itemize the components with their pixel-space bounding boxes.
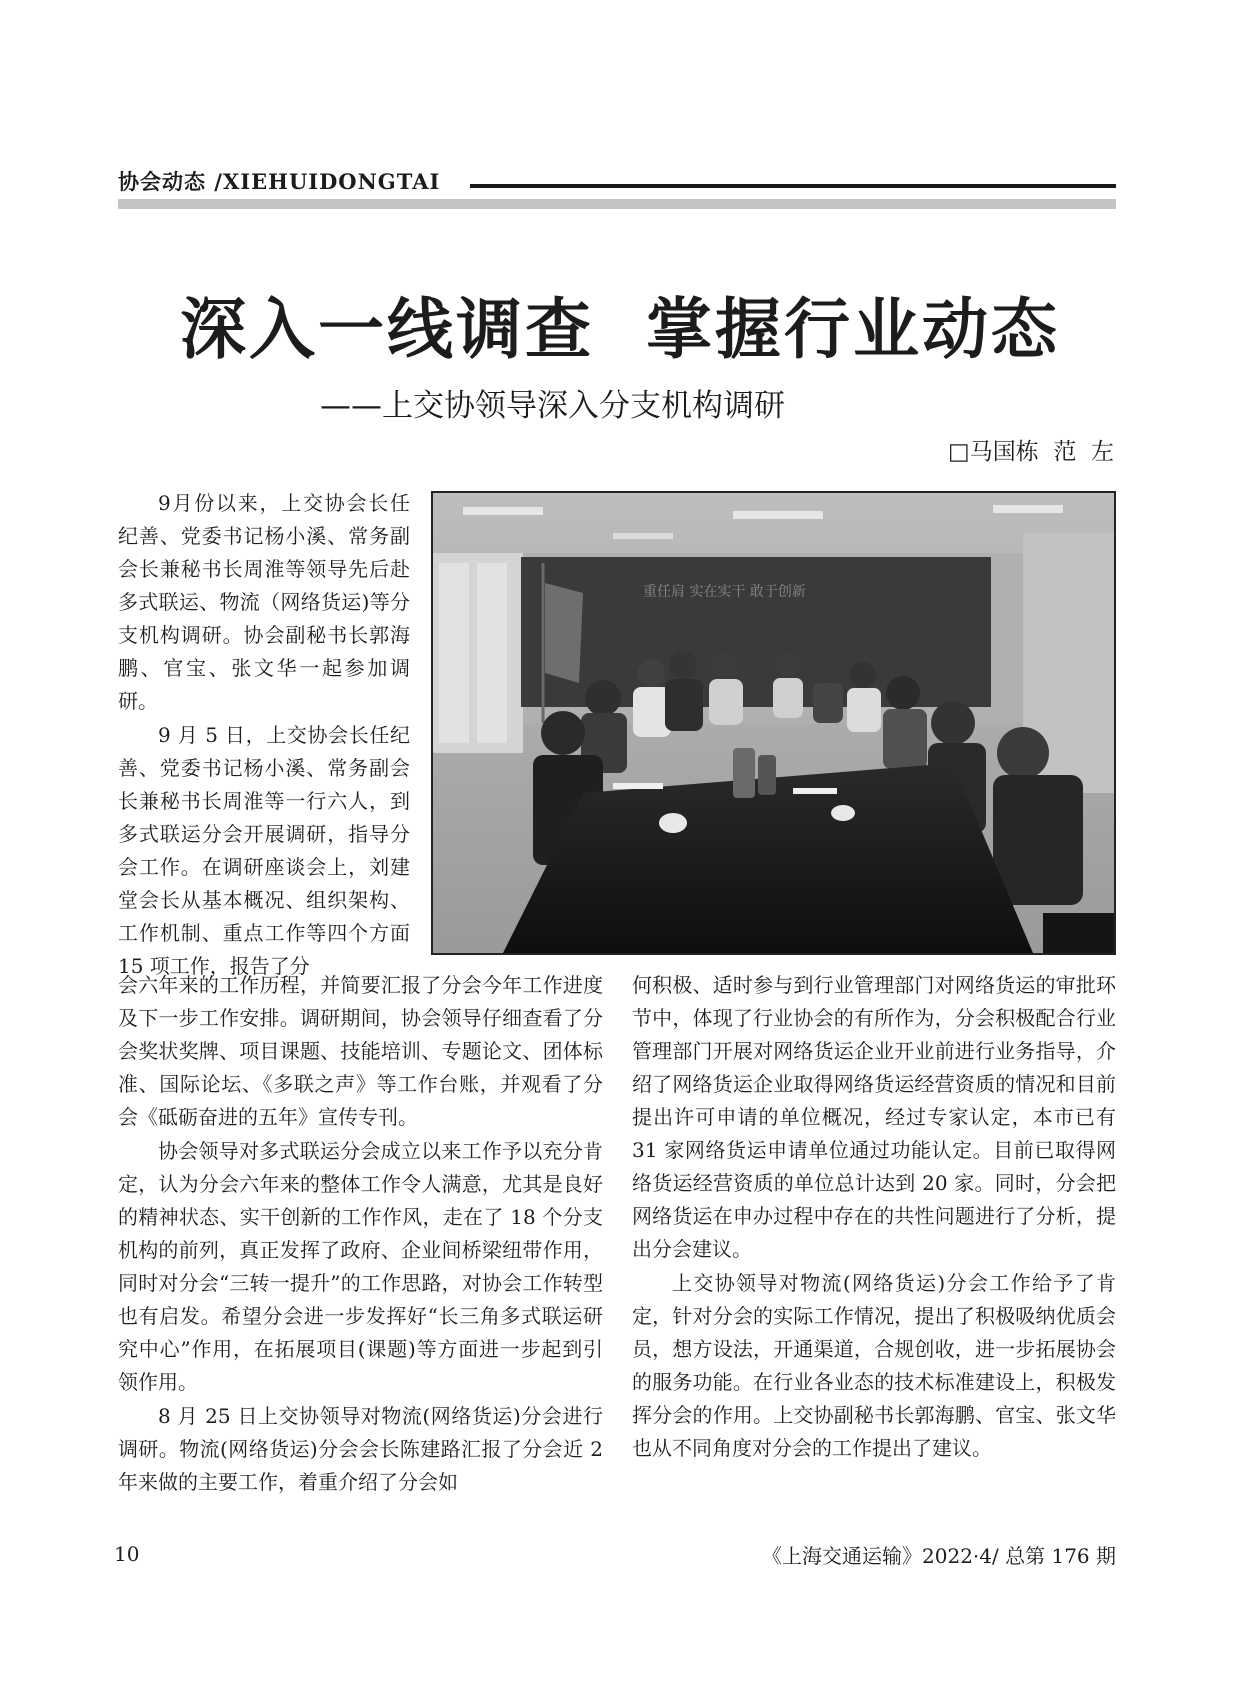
section-header-label: 协会动态 /XIEHUIDONGTAI [118,169,441,194]
paragraph: 上交协领导对物流(网络货运)分会工作给予了肯定，针对分会的实际工作情况，提出了积极吸纳优质会员，想方设法，开通渠道，合规创收，进一步拓展协会的服务功能。在行业各业态的技术标准建设上，积极发挥分会的作用。上交协副秘书长郭海鹏、官宝、张文华也从不同角度对分会的工作提出了建议。 [632,1271,1116,1460]
meeting-photo [431,491,1116,955]
paragraph: 协会领导对多式联运分会成立以来工作予以充分肯定，认为分会六年来的整体工作令人满意，尤其是良好的精神状态、实干创新的工作作风，走在了 18 个分支机构的前列，真正发挥了政府、企业间桥梁纽带作用，同时对分会“三转一提升”的工作思路，对协会工作转型也有启发。希望分会进一步发挥好“长三角多式联运研究中心”作用，在拓展项目(课题)等方面进一步起到引领作用。 [118,1139,603,1394]
header-band [118,199,1116,209]
page-number: 10 [114,1542,140,1566]
paragraph-continued: 会六年来的工作历程，并简要汇报了分会今年工作进度及下一步工作安排。调研期间，协会领导仔细查看了分会奖状奖牌、项目课题、技能培训、专题论文、团体标准、国际论坛、《多联之声》等工作台账，并观看了分会《砥砺奋进的五年》宣传专刊。 [118,973,603,1129]
photo-banner-text: 重任肩 实在实干 敢于创新 [643,584,806,600]
right-column [632,969,1116,1465]
paragraph-continued: 何积极、适时参与到行业管理部门对网络货运的审批环节中，体现了行业协会的有所作为，分会积极配合行业管理部门开展对网络货运企业开业前进行业务指导，介绍了网络货运企业取得网络货运经营资质的情况和目前提出许可申请的单位概况，经过专家认定，本市已有 31 家网络货运申请单位通过功能认定。目前已取得网络货运经营资质的单位总计达到 20 家。同时，分会把网络货运在申办过程中存在的共性问题进行了分析，提出分会建议。 [632,973,1116,1261]
paragraph: 9 月 5 日，上交协会长任纪善、党委书记杨小溪、常务副会长兼秘书长周淮等一行六人，到多式联运分会开展调研，指导分会工作。在调研座谈会上，刘建堂会长从基本概况、组织架构、工作机制、重点工作等四个方面 15 项工作，报告了分 [118,723,410,978]
paragraph: 9月份以来，上交协会长任纪善、党委书记杨小溪、常务副会长兼秘书长周淮等领导先后赴多式联运、物流（网络货运)等分支机构调研。协会副秘书长郭海鹏、官宝、张文华一起参加调研。 [118,491,410,713]
article-title: 深入一线调查 掌握行业动态 [180,291,1060,368]
article-subtitle: ——上交协领导深入分支机构调研 [320,388,785,424]
article-byline: □马国栋 范 左 [948,439,1114,465]
left-column-top [118,487,410,983]
header-rule [470,184,1116,188]
paragraph: 8 月 25 日上交协领导对物流(网络货运)分会进行调研。物流(网络货运)分会会长陈建路汇报了分会近 2 年来做的主要工作，着重介绍了分会如 [118,1404,603,1494]
left-column-bottom [118,969,603,1499]
journal-footer: 《上海交通运输》2022·4/ 总第 176 期 [762,1544,1116,1568]
